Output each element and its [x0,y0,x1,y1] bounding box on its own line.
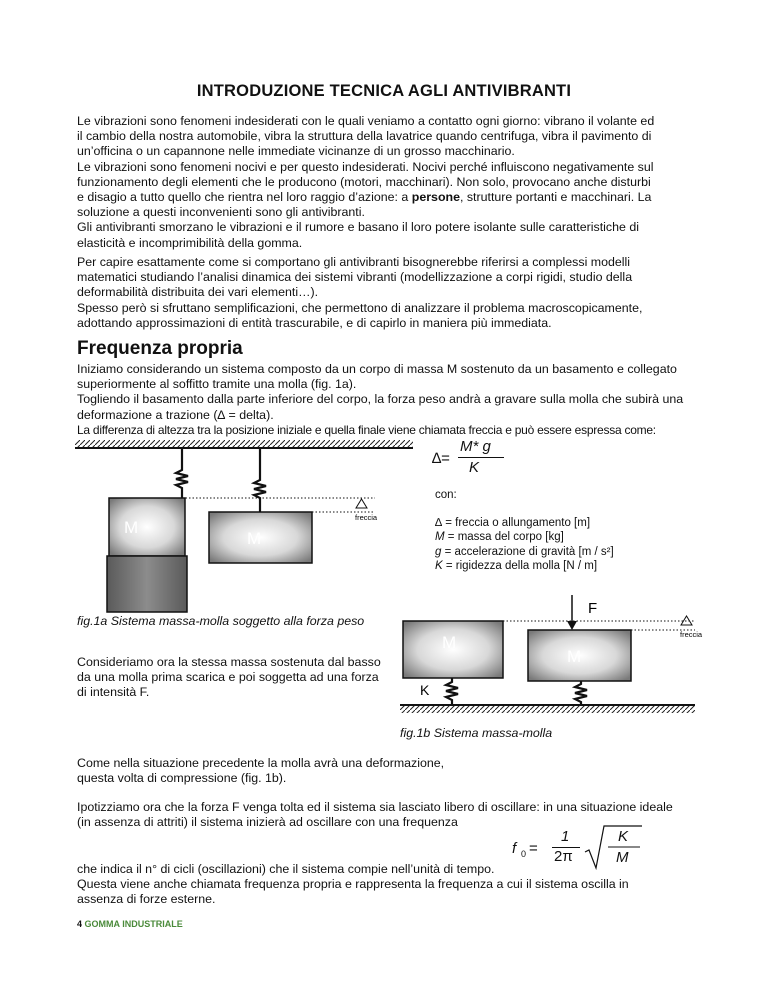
spring-left [446,678,458,705]
mass-label-left: M [442,633,457,652]
text-line: La differenza di altezza tra la posizione iniziale e quella finale viene chiamata freccia e può essere espressa come: [77,422,656,437]
freccia-label: freccia [355,513,378,522]
section-heading: Frequenza propria [77,338,243,359]
text-line: che indica il n° di cicli (oscillazioni) che il sistema compie nell’unità di tempo. [77,862,495,876]
force-arrow-icon [567,595,577,630]
mass-label-right: M [247,529,262,548]
figure-1b [395,595,715,725]
text-line: Questa viene anche chiamata frequenza propria e rappresenta la frequenza a cui il sistema oscilla in [77,877,629,892]
legend-text: = accelerazione di gravità [m / s²] [441,545,614,558]
base-support [107,556,187,612]
floor [400,705,695,713]
caption-fig-1b: fig.1b Sistema massa-molla [400,726,553,740]
caption-fig-1a: fig.1a Sistema massa-molla soggetto alla forza peso [77,614,365,628]
text-line: funzionamento degli elementi che le producono (motori, macchinari). Non solo, provocano anche disturbi [77,174,651,189]
spring-right [575,681,587,705]
formula-lhs: f [512,840,517,857]
legend-item [435,545,614,559]
text-line [77,190,693,205]
consider-paragraph [77,655,397,701]
text-segment: , strutture portanti e macchinari. La [459,190,652,205]
mass-label-left: M [124,518,139,537]
intro-paragraph-1 [77,114,693,251]
text-line: Gli antivibranti smorzano le vibrazioni e il rumore e basano il loro potere isolante sulle caratteristiche di [77,220,639,235]
text-line: Come nella situazione precedente la molla avrà una deformazione, [77,756,445,770]
legend-text: = freccia o allungamento [m] [442,517,591,530]
formula-lhs: ∆= [432,450,450,467]
text-line: Le vibrazioni sono fenomeni indesiderati con le quali veniamo a contatto ogni giorno: vibrano il volante ed [77,114,655,128]
spring-right [254,448,266,512]
text-line: Ipotizziamo ora che la forza F venga tolta ed il sistema sia lasciato libero di oscillare: in una situazione ideale [77,800,673,814]
text-line: Spesso però si sfruttano semplificazioni, che permettono di analizzare il problema macroscopicamente, [77,300,643,315]
text-line: Iniziamo considerando un sistema composto da un corpo di massa M sostenuto da un basamento e collegato [77,362,677,376]
formula-root-denominator: M [616,849,629,866]
text-line: adottando approssimazioni di entità trascurabile, e di capirlo in maniera più immediata. [77,315,552,330]
freccia-label: freccia [680,630,703,639]
spring-label: K [420,682,430,698]
mass-block-left [109,498,185,556]
legend-item [435,530,614,544]
legend-symbol: g [435,545,442,558]
formula-denominator: 2π [554,848,573,865]
text-line: un’officina o un capannone nelle immediate vicinanze di un grosso macchinario. [77,144,515,159]
emphasis-persone: persone [411,190,460,205]
formula-subscript: 0 [521,849,527,859]
text-line: elasticità e incomprimibilità della gomma. [77,235,303,250]
text-line: deformabilità distribuita dei vari elementi…). [77,285,319,300]
text-line: il cambio della nostra automobile, vibra la struttura della lavatrice quando centrifuga, vibra il pavimento di [77,129,652,144]
text-line: questa volta di compressione (fig. 1b). [77,771,287,786]
formula-numerator: M* g [460,438,491,455]
text-line: Togliendo il basamento dalla parte inferiore del corpo, la forza peso andrà a gravare sulla molla che subirà una [77,392,684,407]
spring-left [176,448,188,498]
frequency-paragraph [77,862,697,908]
page-title: INTRODUZIONE TECNICA AGLI ANTIVIBRANTI [196,82,572,100]
legend-intro: con: [435,489,457,501]
text-line: superiormente al soffitto tramite una molla (fig. 1a). [77,377,357,392]
text-line: (in assenza di attriti) il sistema inizierà ad oscillare con una frequenza [77,815,458,830]
deformation-paragraph [77,756,697,786]
ceiling [75,440,413,448]
legend-symbol: M [435,531,445,544]
formula-denominator: K [469,459,480,476]
page-number: 4 [77,919,83,929]
legend-text: = massa del corpo [kg] [444,531,564,544]
force-label: F [588,600,598,617]
text-line: assenza di forze esterne. [77,892,216,907]
mass-label-right: M [567,647,582,666]
text-line: soluzione a questi inconvenienti sono gli antivibranti. [77,205,365,220]
text-segment: e disagio a tutto quello che rientra nel loro raggio d’azione: a [77,190,412,205]
text-line: Le vibrazioni sono fenomeni nocivi e per questo indesiderati. Nocivi perché influiscono negativamente sul [77,159,654,174]
figure-1a [75,440,415,615]
formula-root-numerator: K [618,828,629,845]
intro-paragraph-2 [77,255,693,331]
legend-symbol: K [435,559,443,572]
legend-text: = rigidezza della molla [N / m] [442,559,598,572]
footer-brand: GOMMA INDUSTRIALE [84,919,183,929]
legend-item [435,559,614,573]
formula-equals: = [529,840,538,857]
legend-symbol: ∆ [435,517,443,530]
text-line: deformazione a trazione (∆ = delta). [77,407,274,422]
text-line: di intensità F. [77,685,150,700]
section-paragraph [77,362,702,438]
formula-fraction-bar [458,457,504,458]
text-line: Per capire esattamente come si comportano gli antivibranti bisognerebbe riferirsi a complessi modelli [77,255,631,269]
text-line: matematici studiando l’analisi dinamica dei sistemi vibranti (modellizzazione a corpi rigidi, studio della [77,270,633,285]
text-line: da una molla prima scarica e poi soggetta ad una forza [77,670,379,685]
page-footer [77,919,183,929]
legend-item [435,516,614,530]
delta-icon [356,499,367,508]
text-line: Consideriamo ora la stessa massa sostenuta dal basso [77,655,381,669]
formula-legend [435,488,614,573]
formula-numerator: 1 [561,828,570,845]
